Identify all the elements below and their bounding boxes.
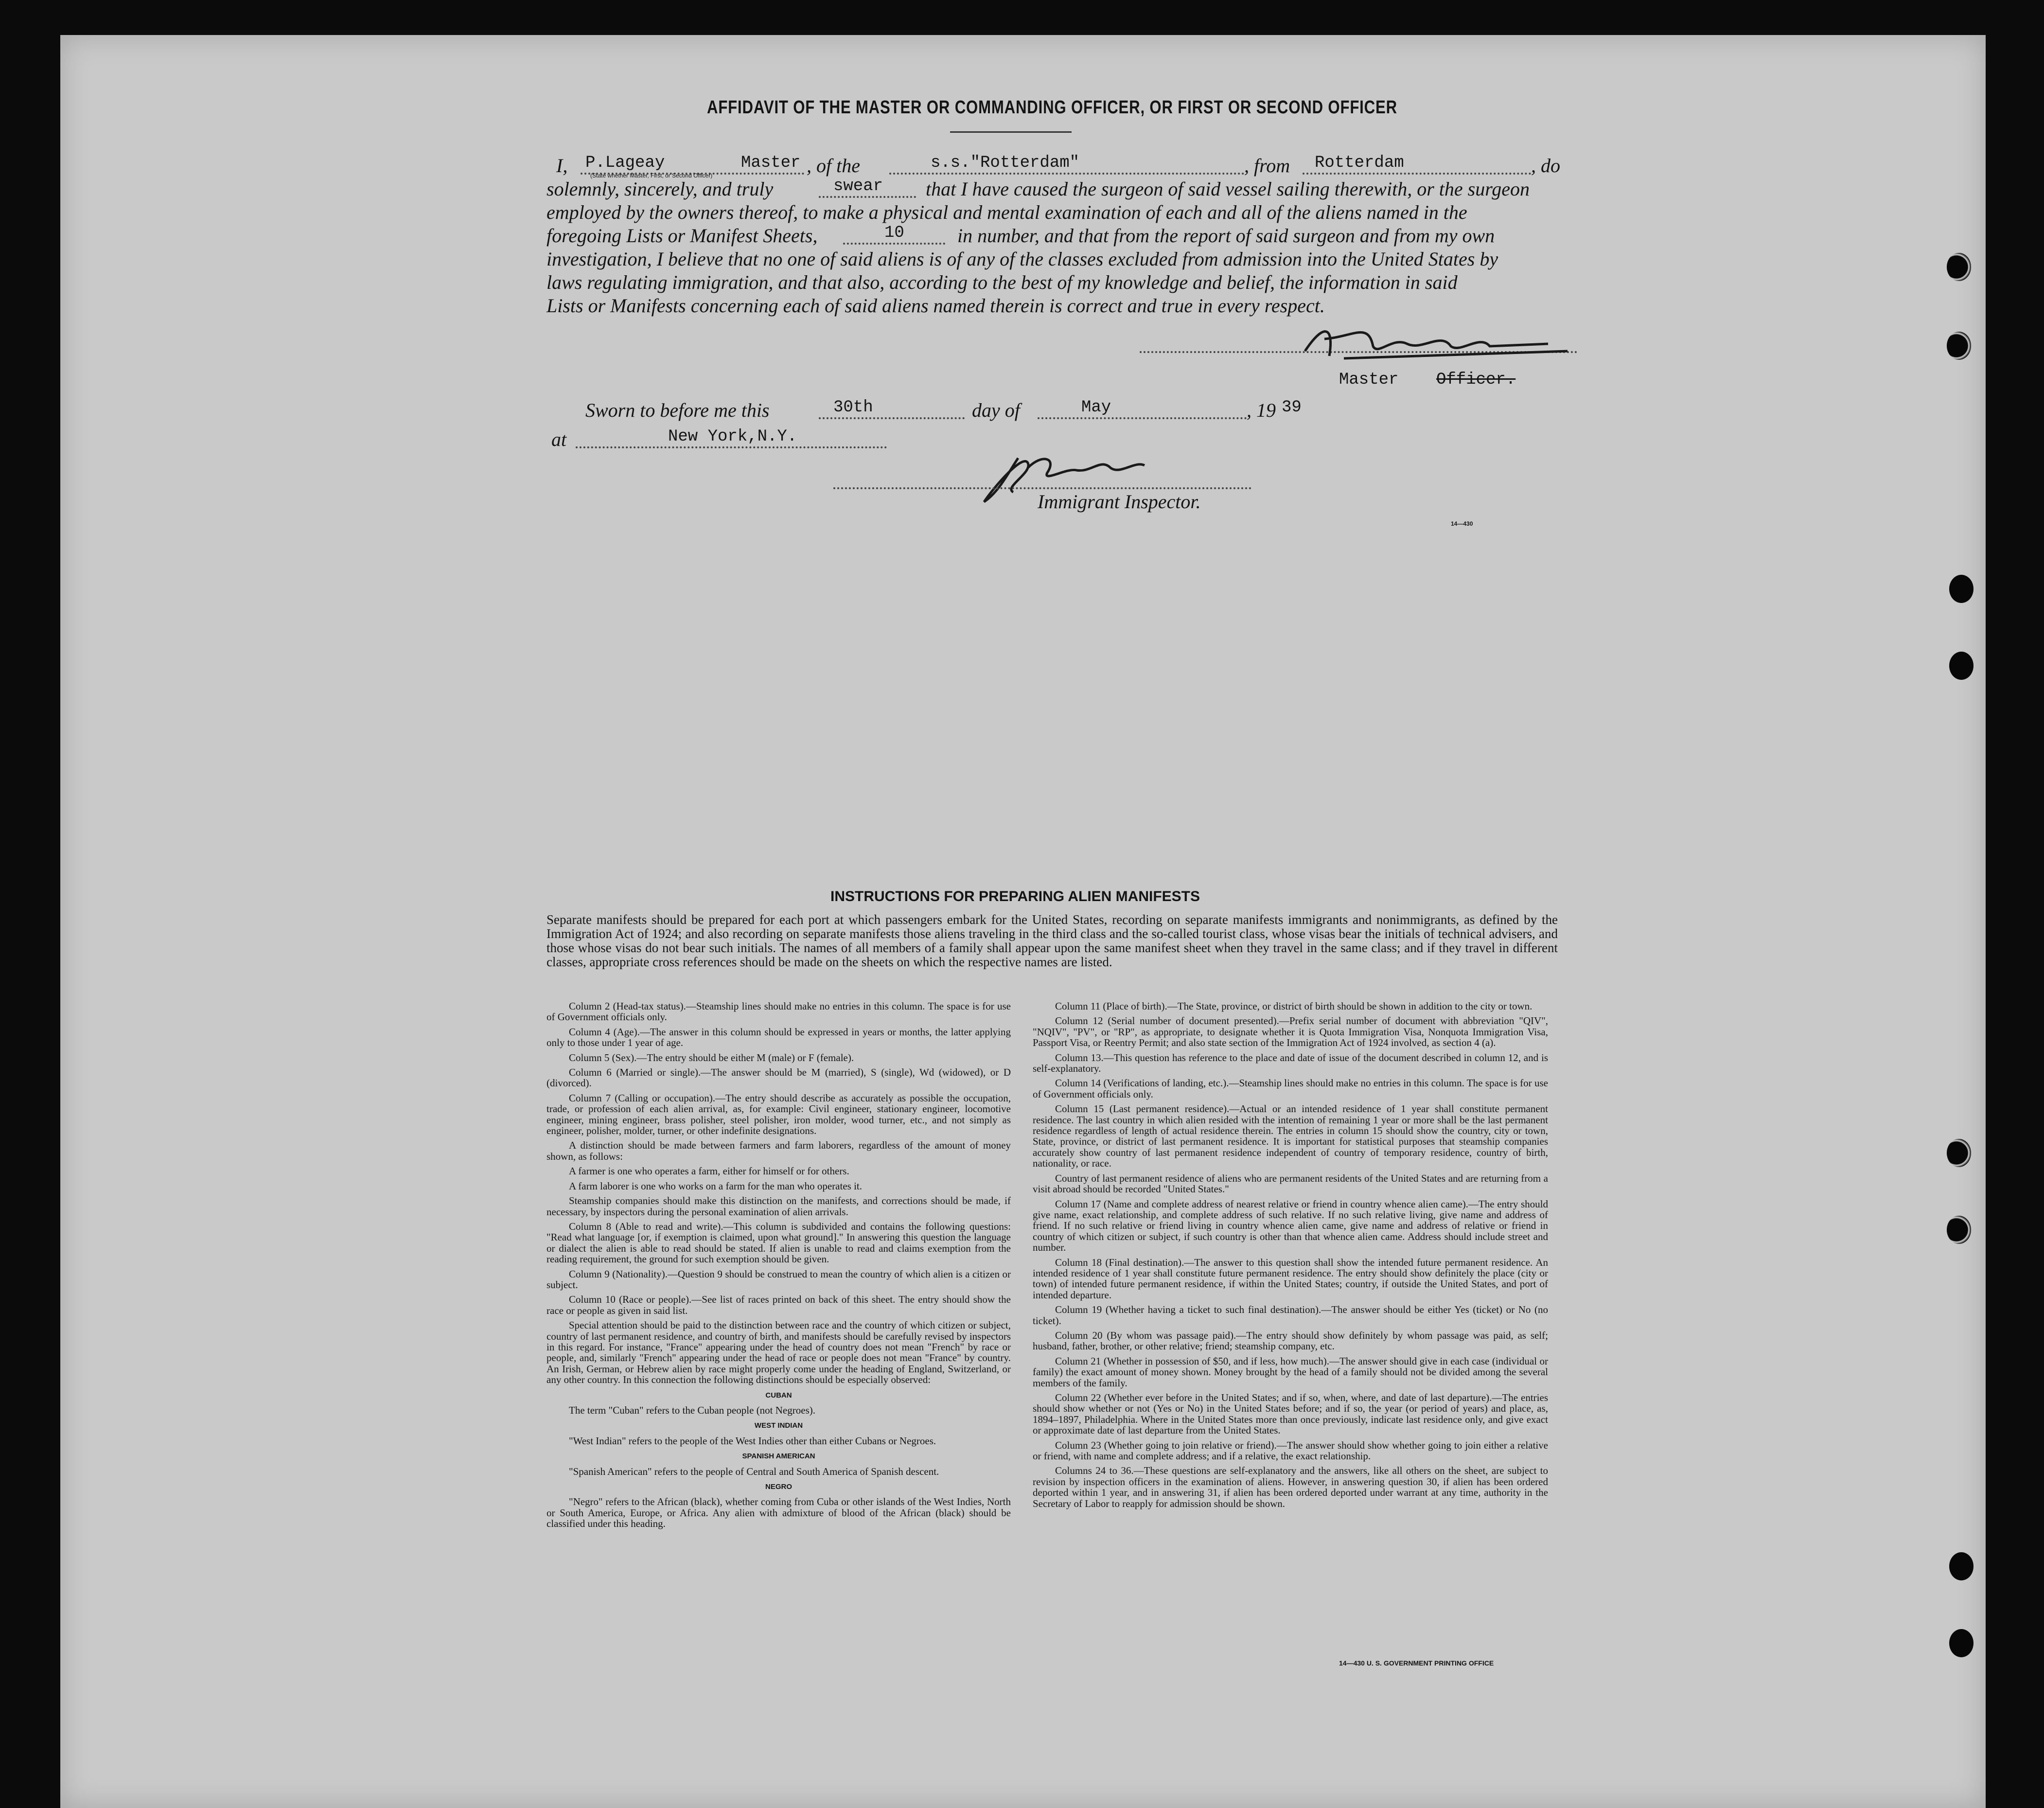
right-paragraph: Column 12 (Serial number of document presented).—Prefix serial number of document with abbreviation "QIV", "NQIV", "PV", or "RP", as appropriate, to designate whether it is Quota Immigration Visa, Nonquota Immigration Visa, Passport Visa, or Reentry Permit; and also state section of the Immigration Act of 1924 involved, as section 4 (a).: [1033, 1015, 1548, 1049]
binder-hole: [1947, 1216, 1971, 1244]
master-rank: Master: [741, 154, 801, 172]
of-the-label: , of the: [807, 155, 860, 177]
affidavit-line3b: in number, and that from the report of said surgeon and from my own: [957, 225, 1495, 247]
right-paragraph: Column 23 (Whether going to join relative or friend).—The answer should show whether going to join either a relative or friend, with name and complete address; and if a relative, the exact relationship.: [1033, 1439, 1548, 1462]
form-number: 14—430: [1451, 520, 1473, 527]
affidavit-line2: employed by the owners thereof, to make a physical and mental examination of each and all of the aliens named in the: [546, 201, 1467, 223]
solemnly-text: solemnly, sincerely, and truly: [546, 178, 774, 200]
right-paragraph: Column 18 (Final destination).—The answer to this question shall show the intended future permanent residence. An intended residence of 1 year shall constitute future permanent residence. The entry should show definitely the place (city or town) of intended future permanent residence, if within the United States; country, if outside the United States, and port of intended departure.: [1033, 1256, 1548, 1301]
right-paragraph: Column 13.—This question has reference to the place and date of issue of the document described in column 12, and is self-explanatory.: [1033, 1051, 1548, 1075]
west-indian-text: "West Indian" refers to the people of the West Indies other than either Cubans or Negroes.: [569, 1435, 936, 1447]
affidavit-line1: that I have caused the surgeon of said vessel sailing therewith, or the surgeon: [926, 178, 1530, 200]
left-paragraph: Column 6 (Married or single).—The answer should be M (married), S (single), Wd (widowed), or D (divorced).: [546, 1066, 1011, 1089]
heading-cuban: CUBAN: [765, 1391, 792, 1400]
day-of-label: day of: [972, 399, 1020, 421]
heading-spanish-american: SPANISH AMERICAN: [742, 1452, 815, 1461]
spanish-american-text: "Spanish American" refers to the people of Central and South America of Spanish descent.: [569, 1465, 939, 1477]
sworn-label: Sworn to before me this: [585, 399, 770, 421]
left-paragraph: A distinction should be made between farmers and farm laborers, regardless of the amount of money shown, as follows:: [546, 1139, 1011, 1162]
instructions-left-column: [546, 1001, 1011, 1533]
left-paragraph: Column 9 (Nationality).—Question 9 should be construed to mean the country of which alien is a citizen or subject.: [546, 1268, 1011, 1291]
left-paragraph: Column 7 (Calling or occupation).—The entry should describe as accurately as possible the occupation, trade, or profession of each alien arrival, as, for example: Civil engineer, stationary engineer, locomotive engineer, mining engineer, brass polisher, steel polisher, iron molder, wood turner, etc., and not simply as engineer, polisher, molder, turner, or other indefinite designations.: [546, 1092, 1011, 1137]
binder-hole: [1949, 1552, 1974, 1580]
right-paragraph: Column 21 (Whether in possession of $50, and if less, how much).—The answer should give in each case (individual or family) the exact amount of money shown. Money brought by the head of a family should not be divided among the several members of the family.: [1033, 1355, 1548, 1389]
negro-text: "Negro" refers to the African (black), whether coming from Cuba or other islands of the West Indies, North or South America, Europe, or Africa. Any alien with admixture of blood of the African (black) should be classified under this heading.: [546, 1496, 1011, 1530]
at-label: at: [551, 428, 567, 450]
heading-west-indian: WEST INDIAN: [754, 1421, 803, 1430]
left-paragraph: Column 4 (Age).—The answer in this column should be expressed in years or months, the latter applying only to those under 1 year of age.: [546, 1026, 1011, 1049]
rank-note: (State whether Master, First, or Second Officer): [590, 172, 713, 179]
instructions-intro: Separate manifests should be prepared for each port at which passengers embark for the United States, recording on separate manifests immigrants and nonimmigrants, as defined by the Immigration Act of 1924; and also recording on separate manifests those aliens traveling in the third class and the so-called tourist class, whose visas bear the initials of technical advisers, and those whose visas do not bear such initials. The names of all members of a family shall appear upon the same manifest sheet when they travel in the same class; and if they travel in different classes, appropriate cross references should be made on the sheets on which the respective names are listed.: [546, 912, 1558, 969]
instructions-title: INSTRUCTIONS FOR PREPARING ALIEN MANIFESTS: [830, 888, 1200, 904]
left-paragraphs: [546, 1001, 1011, 1385]
affidavit-i: I,: [556, 155, 568, 177]
cuban-text: The term "Cuban" refers to the Cuban people (not Negroes).: [569, 1404, 815, 1416]
left-paragraph: Special attention should be paid to the distinction between race and the country of which citizen or subject, country of last permanent residence, and country of birth, and manifests should be carefully revised by inspectors in this regard. For instance, "France" appearing under the head of country does not mean "French" by race or people, and, similarly "French" appearing under the head of race or people does not mean "France" by country. An Irish, German, or Hebrew alien by race might properly come under the heading of England, Switzerland, or any other country. In this connection the following distinctions should be especially observed:: [546, 1319, 1011, 1386]
sworn-year: 39: [1282, 398, 1302, 417]
affidavit-line4: investigation, I believe that no one of said aliens is of any of the classes excluded from admission into the United States by: [546, 248, 1498, 270]
instructions-right-column: [1033, 1001, 1548, 1513]
left-paragraph: Column 5 (Sex).—The entry should be either M (male) or F (female).: [569, 1051, 854, 1064]
left-paragraph: Column 10 (Race or people).—See list of races printed on back of this sheet. The entry should show the race or people as given in said list.: [546, 1294, 1011, 1316]
left-paragraph: A farmer is one who operates a farm, either for himself or for others.: [569, 1165, 849, 1177]
heading-negro: NEGRO: [765, 1483, 792, 1491]
oath-type: swear: [833, 177, 883, 195]
manifest-page: [60, 35, 1986, 1808]
binder-hole: [1949, 652, 1974, 680]
binder-hole: [1947, 332, 1971, 360]
right-paragraphs: [1033, 1001, 1548, 1509]
right-paragraph: Column 15 (Last permanent residence).—Actual or an intended residence of 1 year shall constitute permanent residence. The last country in which alien resided with the intention of remaining 1 year or more shall be the last permanent residence regardless of length of actual residence therein. The entries in column 15 should show the country, city or town, State, province, or district of last permanent residence. It is important for statistical purposes that steamship companies accurately show country of last permanent residence independent of country of temporary residence, country of birth, nationality, or race.: [1033, 1103, 1548, 1170]
year-prefix: , 19: [1247, 399, 1276, 421]
master-signature: [1295, 317, 1587, 375]
do-label: , do: [1531, 155, 1560, 177]
binder-hole: [1947, 1139, 1971, 1167]
left-paragraph: Column 2 (Head-tax status).—Steamship lines should make no entries in this column. The space is for use of Government officials only.: [546, 1000, 1011, 1023]
affidavit-title: AFFIDAVIT OF THE MASTER OR COMMANDING OFFICER, OR FIRST OR SECOND OFFICER: [707, 97, 1397, 118]
right-paragraph: Column 22 (Whether ever before in the United States; and if so, when, where, and date of last departure).—The entries should show whether or not (Yes or No) in the United States before; and if so, the year (or period of years) and place, as, 1894–1897, Philadelphia. Where in the United States more than once previously, indicate last residence only, and give exact or approximate date of last departure from the United States.: [1033, 1392, 1548, 1436]
left-paragraph: A farm laborer is one who works on a farm for the man who operates it.: [569, 1180, 862, 1192]
right-paragraph: Country of last permanent residence of aliens who are permanent residents of the United States and are returning from a visit abroad should be recorded "United States.": [1033, 1172, 1548, 1195]
sworn-month: May: [1081, 398, 1111, 417]
right-paragraph: Column 11 (Place of birth).—The State, province, or district of birth should be shown in addition to the city or town.: [1055, 1000, 1533, 1012]
sworn-day: 30th: [833, 398, 873, 417]
right-paragraph: Column 14 (Verifications of landing, etc.).—Steamship lines should make no entries in this column. The space is for use of Government officials only.: [1033, 1077, 1548, 1100]
master-name: P.Lageay: [585, 154, 665, 172]
signer-title-struck: Officer.: [1436, 371, 1516, 389]
port-name: Rotterdam: [1315, 154, 1404, 172]
title-divider: [950, 131, 1072, 133]
right-paragraph: Columns 24 to 36.—These questions are self-explanatory and the answers, like all others on the sheet, are subject to revision by inspection officers in the examination of aliens. However, in answering question 30, if alien has been ordered deported within 1 year, and in answering 31, if alien has been ordered deported under warrant at any time, authority in the Secretary of Labor to reapply for admission should be shown.: [1033, 1465, 1548, 1509]
signer-title: Master: [1339, 371, 1399, 389]
binder-hole: [1949, 1629, 1974, 1657]
left-paragraph: Steamship companies should make this distinction on the manifests, and corrections should be made, if necessary, by inspectors during the personal examination of alien arrivals.: [546, 1195, 1011, 1218]
affidavit-line5: laws regulating immigration, and that also, according to the best of my knowledge and belief, the information in said: [546, 271, 1458, 293]
right-paragraph: Column 19 (Whether having a ticket to such final destination).—The answer should be either Yes (ticket) or No (no ticket).: [1033, 1304, 1548, 1327]
left-paragraph: Column 8 (Able to read and write).—This column is subdivided and contains the following questions: "Read what language [or, if exemption is claimed, upon what ground]." In answering this question the language or dialect the alien is able to read should be stated. If alien is unable to read and claims exemption from the reading requirement, the ground for such exemption should be given.: [546, 1220, 1011, 1265]
sheet-count: 10: [884, 224, 904, 242]
from-label: , from: [1244, 155, 1290, 177]
affidavit-line3a: foregoing Lists or Manifest Sheets,: [546, 225, 818, 247]
printing-office-footer: 14—430 U. S. GOVERNMENT PRINTING OFFICE: [1339, 1659, 1494, 1667]
right-paragraph: Column 17 (Name and complete address of nearest relative or friend in country whence alien came).—The entry should give name, exact relationship, and complete address of such relative. If no such relative living, give name and address of friend. If no such relative or friend living in country whence alien came, give name and address of relative or friend in country of which citizen or subject, if such country is other than that whence alien came. Address should include street and number.: [1033, 1198, 1548, 1254]
affidavit-line6: Lists or Manifests concerning each of said aliens named therein is correct and true in every respect.: [546, 295, 1325, 317]
inspector-title: Immigrant Inspector.: [1038, 491, 1201, 513]
right-paragraph: Column 20 (By whom was passage paid).—The entry should show definitely by whom passage was paid, as self; husband, father, brother, or other relative; friend; steamship company, etc.: [1033, 1329, 1548, 1352]
binder-hole: [1949, 575, 1974, 603]
sworn-place: New York,N.Y.: [668, 427, 797, 446]
binder-hole: [1947, 253, 1971, 281]
ship-name: s.s."Rotterdam": [931, 154, 1080, 172]
